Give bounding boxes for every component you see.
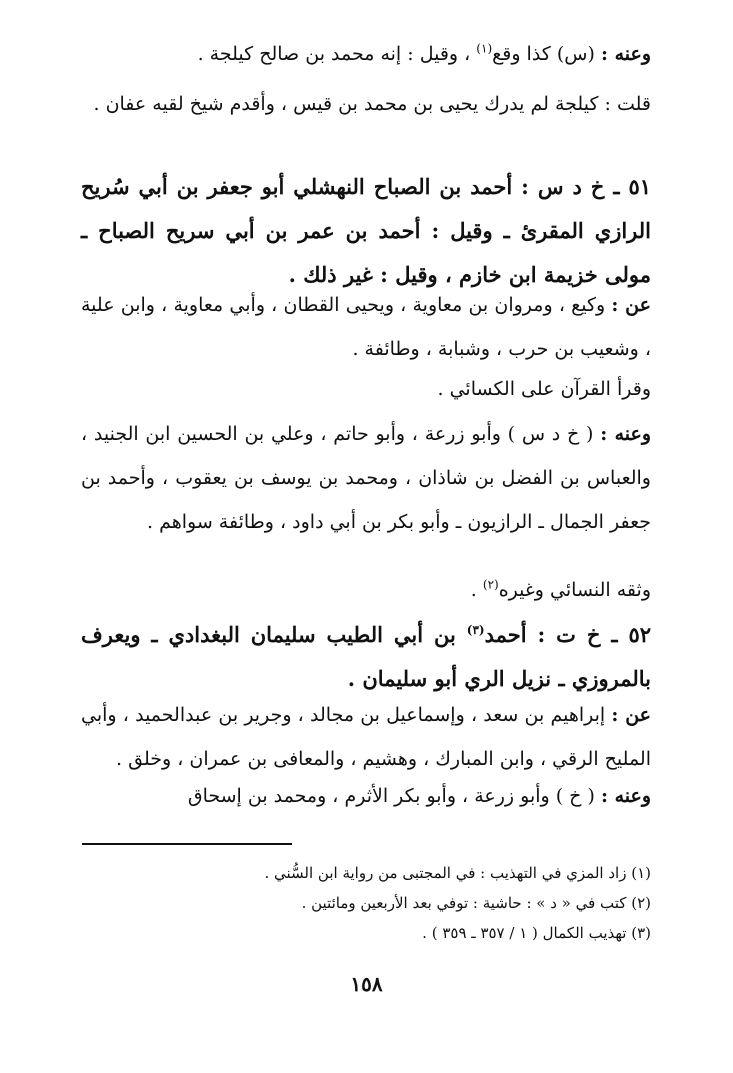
entry-text-tail: بن أبي الطيب سليمان البغدادي ـ ويعرف بالمروزي ـ نزيل الري أبو سليمان . — [81, 622, 651, 691]
paragraph-wa-anhu-1 — [81, 32, 651, 76]
paragraph-text-tail: ، وقيل : إنه محمد بن صالح كيلجة . — [197, 43, 477, 65]
paragraph-text: قلت : كيلجة لم يدرك يحيى بن محمد بن قيس ، وأقدم شيخ لقيه عفان . — [93, 93, 651, 115]
paragraph-qiraa — [81, 367, 651, 411]
paragraph-wa-anhu-2 — [81, 412, 651, 544]
paragraph-text: إبراهيم بن سعد ، وإسماعيل بن مجالد ، وجرير بن عبدالحميد ، وأبي المليح الرقي ، وابن المبارك ، وهشيم ، والمعافى بن عمران ، وخلق . — [81, 704, 651, 770]
label: وعنه : — [600, 423, 652, 445]
entry-text: ٥٢ ـ خ ت : أحمد — [484, 622, 651, 647]
paragraph-text: وثقه النسائي وغيره — [498, 579, 651, 601]
label: وعنه : — [600, 785, 651, 807]
footnote-1: (١) زاد المزي في التهذيب : في المجتبى من رواية ابن السُّني . — [264, 864, 651, 882]
entry-text: ٥١ ـ خ د س : أحمد بن الصباح النهشلي أبو جعفر بن أبي سُريح الرازي المقرئ ـ وقيل : أحمد بن عمر بن أبي سريح الصباح ـ مولى خزيمة ابن خازم ، وقيل : غير ذلك . — [81, 174, 651, 287]
footnote-divider — [82, 843, 292, 845]
label: عن : — [611, 704, 651, 726]
paragraph-qultu — [81, 82, 651, 126]
entry-52-heading — [81, 613, 651, 701]
paragraph-text-tail: . — [470, 579, 483, 601]
entry-51-heading — [81, 165, 651, 297]
paragraph-text: ( خ د س ) وأبو زرعة ، وأبو حاتم ، وعلي بن الحسين ابن الجنيد ، والعباس بن الفضل بن شاذان ، ومحمد بن يوسف بن يعقوب ، وأحمد بن جعفر الجمال ـ الرازيون ـ وأبو بكر بن أبي داود ، وطائفة سواهم . — [81, 423, 651, 533]
footnotes — [81, 858, 651, 948]
paragraph-wa-anhu-3 — [81, 774, 651, 818]
paragraph-an-1 — [81, 283, 651, 371]
paragraph-text: ( خ ) وأبو زرعة ، وأبو بكر الأثرم ، ومحمد بن إسحاق — [187, 785, 601, 807]
label: وعنه : — [600, 43, 651, 65]
paragraph-an-2 — [81, 693, 651, 781]
paragraph-text: (س) كذا وقع — [492, 43, 601, 65]
footnote-ref: (٢) — [482, 577, 499, 592]
page-number: ١٥٨ — [350, 972, 383, 996]
footnote-ref: (٣) — [466, 623, 485, 637]
paragraph-wathaqahu — [81, 568, 651, 612]
label: عن : — [611, 294, 651, 316]
paragraph-text: وكيع ، ومروان بن معاوية ، ويحيى القطان ، وأبي معاوية ، وابن علية ، وشعيب بن حرب ، وشبابة ، وطائفة . — [81, 294, 651, 360]
paragraph-text: وقرأ القرآن على الكسائي . — [437, 378, 651, 400]
footnote-2: (٢) كتب في « د » : حاشية : توفي بعد الأربعين ومائتين . — [301, 894, 651, 912]
footnote-3: (٣) تهذيب الكمال ( ١ / ٣٥٧ ـ ٣٥٩ ) . — [422, 924, 651, 942]
footnote-ref: (١) — [476, 41, 493, 56]
